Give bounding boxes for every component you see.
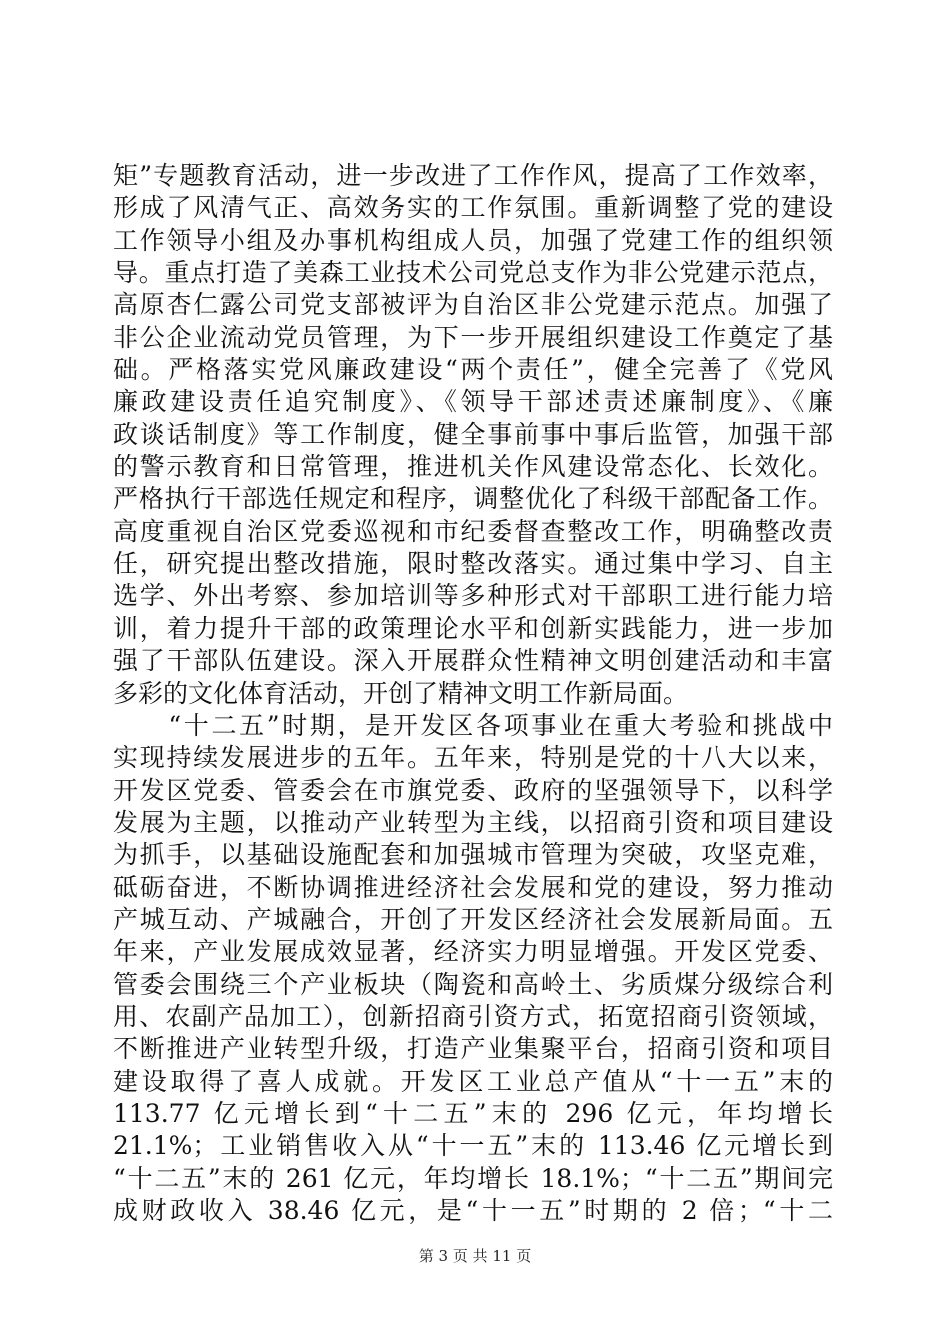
text-line: 砥砺奋进，不断协调推进经济社会发展和党的建设，努力推动 bbox=[113, 872, 833, 902]
text-line: 管委会围绕三个产业板块（陶瓷和高岭土、劣质煤分级综合利 bbox=[113, 969, 833, 999]
text-line: 高原杏仁露公司党支部被评为自治区非公党建示范点。加强了 bbox=[113, 290, 833, 320]
text-line: 为抓手，以基础设施配套和加强城市管理为突破，攻坚克难， bbox=[113, 840, 833, 870]
text-line: 高度重视自治区党委巡视和市纪委督查整改工作，明确整改责 bbox=[113, 516, 833, 546]
text-line: 严格执行干部选任规定和程序，调整优化了科级干部配备工作。 bbox=[113, 484, 833, 514]
text-line: 的警示教育和日常管理，推进机关作风建设常态化、长效化。 bbox=[113, 452, 833, 482]
text-line: 础。严格落实党风廉政建设“两个责任”，健全完善了《党风 bbox=[113, 355, 833, 385]
text-line: 训，着力提升干部的政策理论水平和创新实践能力，进一步加 bbox=[113, 613, 833, 643]
text-line: 形成了风清气正、高效务实的工作氛围。重新调整了党的建设 bbox=[113, 193, 833, 223]
text-line: 多彩的文化体育活动，开创了精神文明工作新局面。 bbox=[113, 678, 689, 708]
text-line: 政谈话制度》等工作制度，健全事前事中事后监管，加强干部 bbox=[113, 419, 833, 449]
text-line: “十二五”末的 261 亿元，年均增长 18.1%；“十二五”期间完 bbox=[113, 1163, 833, 1193]
text-line: 产城互动、产城融合，开创了开发区经济社会发展新局面。五 bbox=[113, 904, 833, 934]
body-text bbox=[113, 160, 833, 1227]
text-line: 任，研究提出整改措施，限时整改落实。通过集中学习、自主 bbox=[113, 549, 833, 579]
text-line: 开发区党委、管委会在市旗党委、政府的坚强领导下，以科学 bbox=[113, 775, 833, 805]
text-line: 21.1%；工业销售收入从“十一五”末的 113.46 亿元增长到 bbox=[113, 1131, 833, 1161]
text-line: 导。重点打造了美森工业技术公司党总支作为非公党建示范点， bbox=[113, 258, 833, 288]
text-line: 发展为主题，以推动产业转型为主线，以招商引资和项目建设 bbox=[113, 807, 833, 837]
text-line: 工作领导小组及办事机构组成人员，加强了党建工作的组织领 bbox=[113, 225, 833, 255]
text-line: 廉政建设责任追究制度》、《领导干部述责述廉制度》、《廉 bbox=[113, 387, 833, 417]
text-line: 不断推进产业转型升级，打造产业集聚平台，招商引资和项目 bbox=[113, 1034, 833, 1064]
text-line: 非公企业流动党员管理，为下一步开展组织建设工作奠定了基 bbox=[113, 322, 833, 352]
text-line: “十二五”时期，是开发区各项事业在重大考验和挑战中 bbox=[113, 710, 833, 740]
text-line: 成财政收入 38.46 亿元，是“十一五”时期的 2 倍；“十二 bbox=[113, 1196, 833, 1225]
text-line: 实现持续发展进步的五年。五年来，特别是党的十八大以来， bbox=[113, 743, 833, 773]
text-line: 年来，产业发展成效显著，经济实力明显增强。开发区党委、 bbox=[113, 937, 833, 967]
text-line: 矩”专题教育活动，进一步改进了工作作风，提高了工作效率， bbox=[113, 161, 833, 190]
text-line: 建设取得了喜人成就。开发区工业总产值从“十一五”末的 bbox=[113, 1066, 833, 1096]
text-line: 用、农副产品加工），创新招商引资方式，拓宽招商引资领域， bbox=[113, 1001, 833, 1031]
text-line: 113.77 亿元增长到“十二五”末的 296 亿元，年均增长 bbox=[113, 1098, 833, 1128]
text-line: 选学、外出考察、参加培训等多种形式对干部职工进行能力培 bbox=[113, 581, 833, 611]
text-line: 强了干部队伍建设。深入开展群众性精神文明创建活动和丰富 bbox=[113, 646, 833, 676]
page-footer: 第 3 页 共 11 页 bbox=[418, 1247, 532, 1265]
